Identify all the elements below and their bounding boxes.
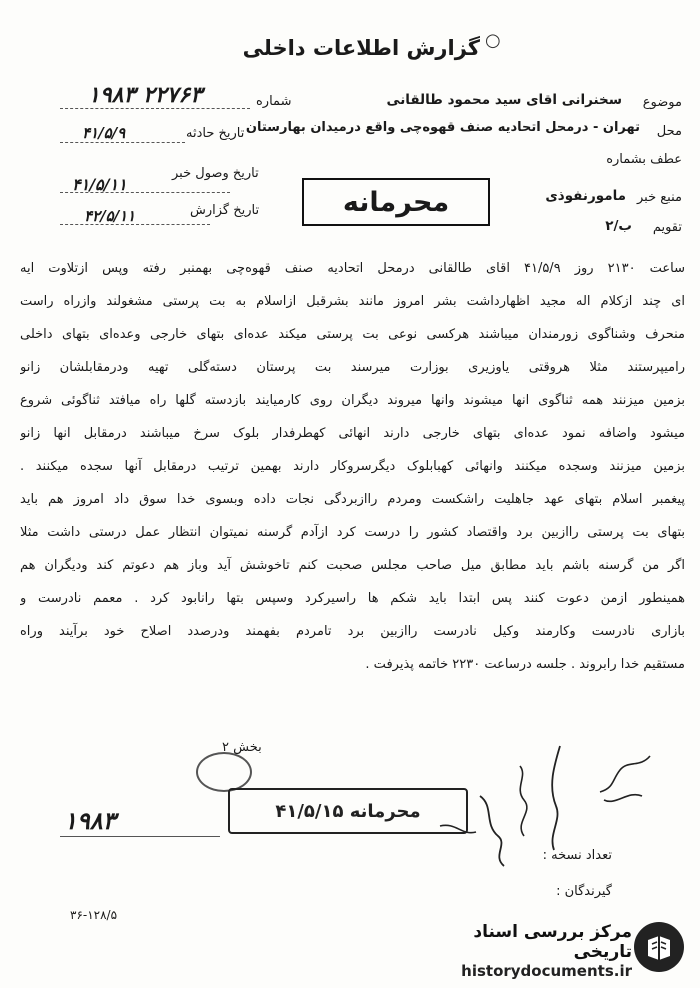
report-date-label: تاریخ گزارش [190, 203, 260, 218]
body-line: مستقیم خدا رابروند . جلسه درساعت ۲۲۳۰ خاتمه پذیرفت . [365, 657, 685, 672]
recipients-label: گیرندگان : [556, 884, 612, 899]
body-line: بازاری نادرست وکارمند وکیل نادرست راازبین برد تامردم بفهمند ودرصدد اصلاح خود برآیند وراه [20, 624, 685, 639]
body-line: بزمین میزنند وسجده میکنند وانهائی کهبابلوک دیگرسروکار دارند بهمین ترتیب درمقابل آنها سجده میکنند . [20, 459, 685, 474]
subject-label: موضوع [642, 95, 682, 110]
evaluation-value: ب/۲ [605, 218, 632, 234]
place-label: محل [656, 124, 682, 139]
place-value: تهران - درمحل اتحادیه صنف قهوه‌چی واقع درمیدان بهارستان [245, 120, 640, 135]
subject-value: سخنرانی اقای سید محمود طالقانی [386, 92, 622, 108]
body-line: منحرف وشناگوی زورمندان میباشند هرکسی نوعی بت پرستی میکند عده‌ای بتهای خارجی وعده‌ای بتهای داخلی [20, 327, 685, 342]
received-date-label: تاریخ وصول خبر [172, 166, 259, 181]
body-line: بزمین میزنند همه ثناگوی انها میشوند وانها میروند دیگران روی کارمیایند بازدسته گلها راه میافتد ثناگوئی شروع [20, 393, 685, 408]
copies-label: تعداد نسخه : [542, 848, 612, 863]
body-line: پیغمبر اسلام بتهای عهد جاهلیت راشکست ومردم راازبردگی نجات داده وبسوی خدا سوق داد امروز هم باید [20, 492, 685, 507]
round-stamp [196, 752, 252, 792]
body-line: ساعت ۲۱۳۰ روز ۴۱/۵/۹ اقای طالقانی درمحل اتحادیه صنف قهوه‌چی بهمنبر رفته وپس ازتلاوت ایه [20, 261, 685, 276]
number-value: ۱۹۸۳ ۲۲۷۶۳ [88, 82, 203, 108]
watermark [418, 918, 690, 980]
body-line: ای چند ازکلام اله مجید اظهارداشت بشر امروز مانند بشرقبل ازاسلام به بت پرستی مشغولند وازراه راست [20, 294, 685, 309]
archive-logo-icon [634, 922, 684, 972]
body-line: بتهای بت پرستی راازبین برد واقتصاد کشور را درست کرد ازآدم گرسنه نمیتوان انتظار عمل درستی داشت مثلا [20, 525, 685, 540]
incident-date-value: ۴۱/۵/۹ [82, 124, 126, 142]
source-label: منبع خبر [637, 190, 682, 205]
body-line: اگر من گرسنه باشم باید مطابق میل صاحب مجلس صحبت کنم تاخوشش آید وباز هم دعوتم کند ودیگران هم [20, 558, 685, 573]
handwritten-annotations [380, 736, 680, 896]
body-line: همینطور ازمن دعوت کنند پس ابتدا باید شکم ها راسیرکرد وسپس بتها رانابود کرد . معمم نادرست و [20, 591, 685, 606]
incident-date-label: تاریخ حادثه [186, 126, 245, 141]
classification-stamp: محرمانه [302, 178, 490, 226]
evaluation-label: تقویم [652, 220, 682, 235]
number-label: شماره [256, 94, 292, 109]
archive-number: ۱۹۸۳ [64, 806, 116, 835]
body-line: رامیپرستند مثلا هروقتی یاوزیری بوزارت میرسند بت پرستان دسته‌گلی تهیه ودرمقابلشان زانو [20, 360, 685, 375]
section-label: بخش ۲ [222, 740, 262, 755]
watermark-name: مرکز بررسی اسناد تاریخی [473, 922, 632, 962]
document-code: ۳۶-۱۲۸/۵ [70, 908, 118, 922]
watermark-url: historydocuments.ir [461, 962, 632, 980]
report-body [20, 252, 685, 681]
report-title: گزارش اطلاعات داخلی [242, 36, 480, 60]
body-line: میشود واضافه نمود عده‌ای بتهای خارجی دارند انهائی کهطرفدار بلوک سرخ میباشند درمقابل انها زانو [20, 426, 685, 441]
report-date-value: ۴۲/۵/۱۱ [84, 207, 136, 225]
corner-mark: ○ [485, 30, 501, 51]
footer-classification-stamp: محرمانه ۴۱/۵/۱۵ [228, 788, 468, 834]
source-value: مامورنفوذی [545, 188, 626, 204]
received-date-value: ۴۱/۵/۱۱ [72, 175, 127, 194]
reference-label: عطف بشماره [606, 152, 682, 167]
